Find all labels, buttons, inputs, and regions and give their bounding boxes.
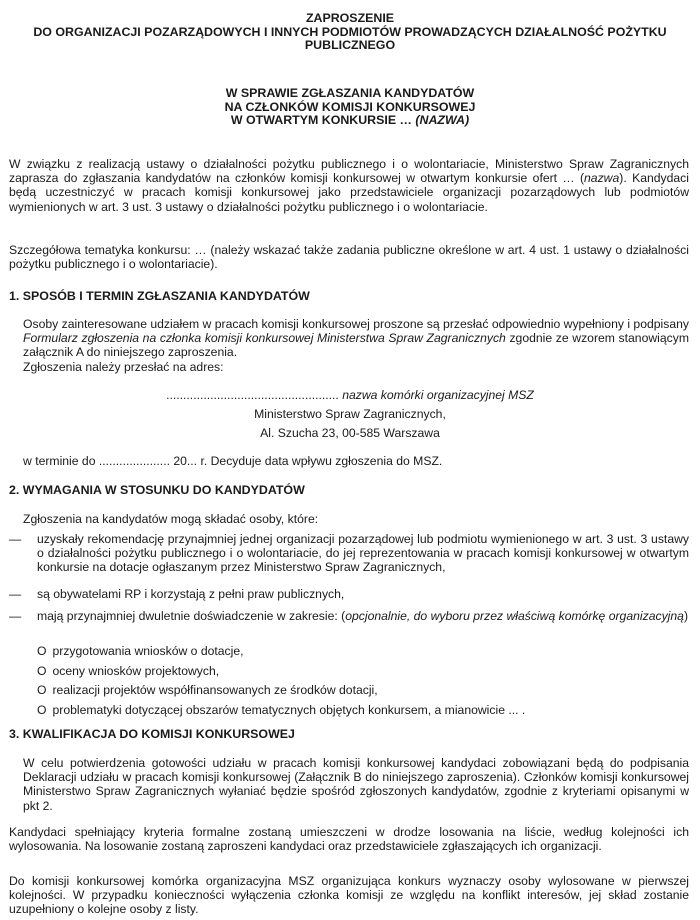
subtitle-line-3: W OTWARTYM KONKURSIE … (NAZWA) — [230, 113, 470, 127]
requirement-item — [9, 587, 689, 601]
section-3-paragraph-1: W celu potwierdzenia gotowości udziału w pracach komisji konkursowej kandydaci zobowiązani będą do podpisania Deklaracji udziału w pracach komisji konkursowej (Załącznik B do niniejszego zaproszenia). Członków komisji konkursowej Ministerstwo Spraw Zagranicznych wyłaniać będzie spośród zgłoszonych kandydatów, zgodnie z kryteriami opisanymi w pkt 2. — [23, 756, 689, 813]
section-1-heading: 1. SPOSÓB I TERMIN ZGŁASZANIA KANDYDATÓW — [9, 289, 310, 303]
dash-marker: — — [9, 609, 22, 623]
intro-paragraph-1: W związku z realizacją ustawy o działalności pożytku publicznego i o wolontariacie, Ministerstwo Spraw Zagranicznych zaprasza do zgłaszania kandydatów na członków komisji konkursowej w otwartym konkursie ofert … (nazwa). Kandydaci będą uczestniczyć w pracach komisji konkursowej jako przedstawiciele organizacji pozarządowych lub podmiotów wymienionych w art. 3 ust. 3 ustawy o działalności pożytku publicznego i o wolontariacie. — [9, 157, 689, 214]
document-subtitle — [0, 87, 700, 128]
subtitle-line-2: NA CZŁONKÓW KOMISJI KONKURSOWEJ — [224, 99, 476, 114]
dash-marker: — — [9, 532, 22, 546]
section-1-paragraph: Osoby zainteresowane udziałem w pracach komisji konkursowej proszone są przesłać odpowiednio wypełniony i podpisany Formularz zgłoszenia na członka komisji konkursowej Ministerstwa Spraw Zagranicznych zgodnie ze wzorem stanowiącym załącznik A do niniejszego zaproszenia. — [23, 317, 689, 360]
section-3-heading: 3. KWALIFIKACJA DO KOMISJI KONKURSOWEJ — [9, 727, 295, 741]
dash-marker: — — [9, 587, 22, 601]
title-line-3: PUBLICZNEGO — [304, 38, 396, 52]
option-item: O problematyki dotyczącej obszarów tematycznych objętych konkursem, a mianowicie ... . — [37, 703, 526, 717]
title-line-1: ZAPROSZENIE — [305, 11, 395, 25]
requirement-text: uzyskały rekomendację przynajmniej jednej organizacji pozarządowej lub podmiotu wymienionego w art. 3 ust. 3 ustawy o działalności pożytku publicznego i o wolontariacie, do jej reprezentowania w pracach komisji konkursowej w otwartym konkursie na dotacje ogłaszanym przez Ministerstwo Spraw Zagranicznych, — [37, 532, 689, 575]
section-3-paragraph-2: Kandydaci spełniający kryteria formalne zostaną umieszczeni w drodze losowania na liście, według kolejności ich wylosowania. Na losowanie zostaną zaproszeni kandydaci oraz przedstawiciele zgłaszających ich organizacji. — [9, 825, 689, 854]
section-2-heading: 2. WYMAGANIA W STOSUNKU DO KANDYDATÓW — [9, 483, 305, 497]
title-line-2: DO ORGANIZACJI POZARZĄDOWYCH I INNYCH PODMIOTÓW PROWADZĄCYCH DZIAŁALNOŚĆ POŻYTKU — [33, 24, 667, 39]
section-1-deadline: w terminie do ..................... 20... r. Decyduje data wpływu zgłoszenia do MSZ. — [23, 454, 443, 468]
section-2-lead: Zgłoszenia na kandydatów mogą składać osoby, które: — [23, 512, 319, 526]
address-line-3: Al. Szucha 23, 00-585 Warszawa — [260, 426, 440, 440]
address-line-2: Ministerstwo Spraw Zagranicznych, — [254, 407, 446, 421]
option-item: O realizacji projektów współfinansowanych ze środków dotacji, — [37, 683, 378, 697]
circle-bullet: O — [37, 664, 47, 678]
section-3-paragraph-3: Do komisji konkursowej komórka organizacyjna MSZ organizująca konkurs wyznaczy osoby wylosowane w pierwszej kolejności. W przypadku konieczności wyłączenia członka komisji ze względu na konflikt interesów, jej skład zostanie uzupełniony o kolejne osoby z listy. — [9, 874, 689, 917]
option-item: O przygotowania wniosków o dotacje, — [37, 644, 244, 658]
requirement-text: są obywatelami RP i korzystają z pełni praw publicznych, — [37, 587, 345, 601]
section-1-address-lead: Zgłoszenia należy przesłać na adres: — [23, 360, 224, 374]
subtitle-line-1: W SPRAWIE ZGŁASZANIA KANDYDATÓW — [225, 86, 475, 100]
address-line-1: ................................................... nazwa komórki organizacyjnej MSZ — [166, 388, 534, 402]
option-item: O oceny wniosków projektowych, — [37, 664, 220, 678]
document-title — [0, 12, 700, 53]
circle-bullet: O — [37, 683, 47, 697]
requirement-item — [9, 609, 689, 623]
circle-bullet: O — [37, 644, 47, 658]
requirement-item — [9, 532, 689, 575]
requirement-text: mają przynajmniej dwuletnie doświadczenie w zakresie: (opcjonalnie, do wyboru przez właściwą komórkę organizacyjną) — [37, 609, 688, 623]
circle-bullet: O — [37, 703, 47, 717]
intro-paragraph-2: Szczegółowa tematyka konkursu: … (należy wskazać także zadania publiczne określone w art. 4 ust. 1 ustawy o działalności pożytku publicznego i o wolontariacie). — [9, 243, 689, 272]
